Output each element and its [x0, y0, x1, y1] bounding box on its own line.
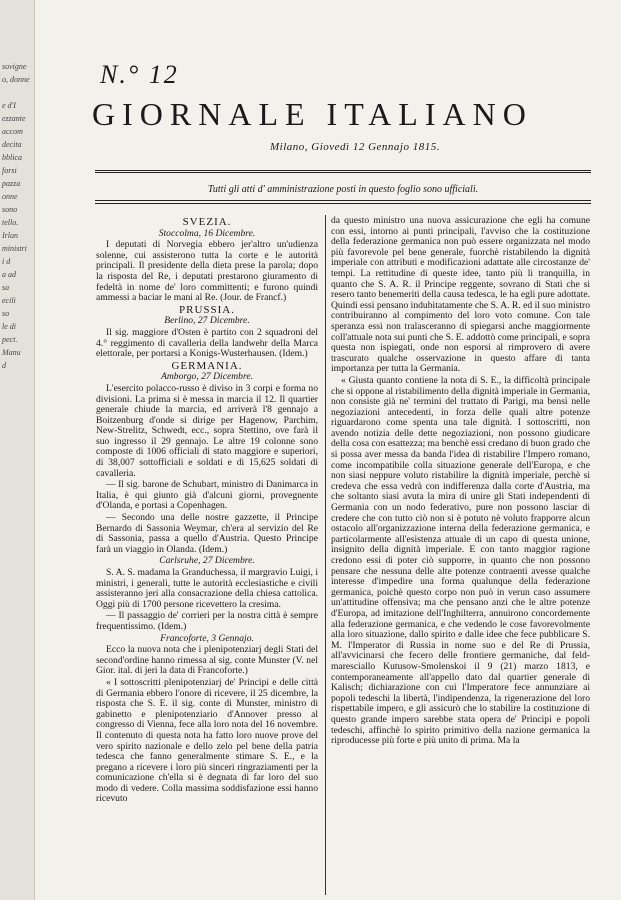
prev-page-fragment: Manu — [2, 348, 21, 357]
notice-rule-top — [95, 200, 591, 201]
prev-page-fragment: Irlan — [2, 231, 18, 240]
prev-page-fragment: sovigne — [2, 62, 27, 71]
prev-page-fragment: forsi — [2, 166, 17, 175]
section-heading: GERMANIA. — [171, 359, 243, 372]
previous-page-edge — [0, 0, 35, 900]
article-paragraph: « I sottoscritti plenipotenziarj de' Principi e delle città di Germania ebbero l'onore di ricevere, il 25 dicembre, la risposta che S. E. il sig. conte di Munster, ministro di gabinetto e plenipotenziario d'Annover presso al congresso di Vienna, fece alla loro nota del 16 novembre. Il contenuto di questa nota ha fatto loro nuove prove del vero spirito nazionale e dello zelo pel bene della patria tedesca che fanno generalmente stimare S. E., e la pregano a ricevere i loro più sinceri ringraziamenti per la comunicazione ch'ella si è degnata di far loro del suo modo di vedere. Colla massima soddisfazione essi hanno ricevuto — [96, 676, 318, 805]
dateline: Milano, Giovedì 12 Gennajo 1815. — [270, 141, 440, 153]
dateline-place: Stoccolma, 16 Dicembre. — [158, 227, 256, 239]
dateline-place: Carlsruhe, 27 Dicembre. — [159, 555, 255, 567]
issue-number: N.° 12 — [100, 60, 179, 89]
right-column — [331, 216, 590, 748]
dateline-place: Francoforte, 3 Gennajo. — [160, 632, 254, 644]
prev-page-fragment: decita — [2, 140, 22, 149]
prev-page-fragment: ministri — [2, 244, 27, 253]
article-paragraph: — Secondo una delle nostre gazzette, il Principe Bernardo di Sassonia Weymar, ch'era al servizio del Re di Sassonia, passa a quello d'Austria. Questo Principe farà un viaggio in Olanda. (Idem.) — [96, 512, 318, 555]
prev-page-fragment: ezzante — [2, 114, 26, 123]
prev-page-fragment: onne — [2, 192, 18, 201]
prev-page-fragment: so — [2, 309, 10, 318]
article-paragraph: da questo ministro una nuova assicurazione che egli ha comune con essi, intorno ai punti principali, l'avviso che la costituzione della federazione germanica non può essere organizzata nel modo più favorevole pel bene generale, fuorchè ristabilendo la dignità imperiale con attributi e modificazioni adattate alle circostanze de' tempi. La rettitudine di queste idee, tanto più li tranquilla, in quanto che S. A. R. il Principe reggente, sovrano di Stati che si resero tanto benemeriti della causa tedesca, le ha egli pure adottate. Quindi essi pensano indubitatamente che S. A. R. ed il suo ministro contribuiranno al compimento del loro voto comune. Con tale speranza essi non tralasceranno di spiegarsi anche maggiormente coll'attuale nota sui punti che S. E. addottò come principali, e sopra questa non ispiegati, onde non esporsi al rimprovero di avere trascurato qualche osservazione in questo affare di tanta importanza per tutta la Germania. — [331, 215, 591, 375]
article-paragraph: S. A. S. madama la Granduchessa, il margravio Luigi, i ministri, i generali, tutte le autorità ecclesiastiche e civili assisteranno jeri alla consacrazione della chiesa cattolica. Oggi più di 1700 persone ricevettero la cresima. — [96, 567, 318, 610]
article-paragraph: — Il sig. barone de Schubart, ministro di Danimarca in Italia, è qui giunto già d'alcuni giorni, provegnente d'Olanda, e portasi a Copenhagen. — [96, 479, 318, 512]
left-column — [96, 216, 318, 806]
prev-page-fragment: ecili — [2, 296, 16, 305]
masthead-rule — [95, 170, 591, 173]
column-divider — [325, 215, 326, 895]
prev-page-fragment: o, donne — [2, 75, 30, 84]
article-paragraph: « Giusta quanto contiene la nota di S. E., la difficoltà principale che si oppone al ristabilimento della dignità imperiale in Germania, non consiste già ne' termini del trattato di Parigi, ma bensì nelle negoziazioni antecedenti, in forza delle quali altre potenze riguardarono come spenta una tale dignità. I sottoscritti, non avendo notizia delle dette negoziazioni, non possono giudicare della cosa con esattezza; ma benchè essi credano di buon grado che si possa aver messa da banda l'idea di ristabilire l'Impero romano, come incompatibile colla situazione generale dell'Europa, e che non siasi neppure voluto ristabilire la dignità imperiale, perchè si credeva che essa vedrà con indifferenza dalla corte d'Austria, ma che soltanto siasi avuta la mira di unire gli Stati independenti di Germania con un nodo federativo, pure non possono lasciar di credere che con tutto ciò non si è potuto nè voluto frapporre alcun ostacolo all'organizzazione interna della federazione germanica, e particolarmente all'esistenza attuale di un capo di questa unione, insignito della dignità imperiale. E con tanto maggior ragione credono essi di poter ciò supporre, in quanto che non possono pensare che nessuna delle alte potenze contraenti avesse qualche interesse d'impedire una forma qualunque della federazione germanica, poichè questo corpo non può in verun caso assumere un'attitudine offensiva; ma che pensano anzi che le altre potenze d'Europa, ad imitazione dell'Inghilterra, annuirono concordemente alla federazione germanica, e che vedendo le cose favorevolmente alla loro situazione, dallo spirito e dalle idee che fece pubblicare S. M. l'Imperator di Russia in nome suo e del Re di Prussia, all'avvicinarsi che fecero delle frontiere germaniche, dal feld-maresciallo Kutusow-Smolenskoi il 9 (21) marzo 1813, e contemporaneamente all'appello dato dal quartier generale di Kalisch; dichiarazione con cui l'Imperatore fece annunziare ai popoli tedeschi la libertà, l'indipendenza, la rigenerazione del loro rispettabile impero, e gli assicurò che lo stabilire la costituzione di questo grande impero sarebbe stata opera de' Principi e popoli tedeschi, affinchè lo spirito primitivo della nazione germanica la riproducesse più forte e più unito di prima. Ma la — [331, 374, 590, 747]
article-paragraph: I deputati di Norvegia ebbero jer'altro un'udienza solenne, cui assisterono tutta la corte e le autorità principali. Il presidente della dieta prese la parola; dopo la risposta del Re, i deputati prestarono giuramento di fedeltà in nome de' loro committenti; e furono quindi ammessi a baciar le mani al Re. (Jour. de Francf.) — [96, 239, 318, 304]
prev-page-fragment: pect. — [2, 335, 18, 344]
section-heading: PRUSSIA. — [179, 303, 235, 316]
prev-page-fragment: i d — [2, 257, 11, 266]
prev-page-fragment: sa — [2, 283, 10, 292]
official-notice: Tutti gli atti d' amministrazione posti in questo foglio sono ufficiali. — [207, 184, 479, 195]
prev-page-fragment: a ad — [2, 270, 16, 279]
prev-page-fragment: d — [2, 361, 6, 370]
prev-page-fragment: tello. — [2, 218, 19, 227]
notice-rule-bottom — [95, 203, 591, 204]
article-paragraph: Il sig. maggiore d'Osten è partito con 2 squadroni del 4.° reggimento di cavalleria della landwehr della Marca elettorale, per portarsi a Konigs-Wusterhausen. (Idem.) — [96, 326, 318, 360]
prev-page-fragment: e d'I — [2, 101, 16, 110]
prev-page-fragment: pazza — [2, 179, 21, 188]
prev-page-fragment: accom — [2, 127, 23, 136]
article-paragraph: Ecco la nuova nota che i plenipotenziarj degli Stati del second'ordine hanno rimessa al sig. conte Munster (V. nel Gior. ital. di jeri la data di Francoforte.) — [96, 644, 318, 677]
dateline-place: Berlino, 27 Dicembre. — [164, 315, 250, 327]
article-paragraph: — Il passaggio de' corrieri per la nostra città è sempre frequentissimo. (Idem.) — [96, 610, 318, 632]
prev-page-fragment: sono — [2, 205, 18, 214]
dateline-place: Amborgo, 27 Dicembre. — [160, 371, 253, 383]
newspaper-title: GIORNALE ITALIANO — [92, 96, 533, 132]
prev-page-fragment: bblica — [2, 153, 22, 162]
prev-page-fragment: le di — [2, 322, 16, 331]
section-heading: SVEZIA. — [182, 216, 232, 228]
article-paragraph: L'esercito polacco-russo è diviso in 3 corpi e forma no divisioni. La prima si è messa in marcia il 12. Il quartier generale chiude la marcia, ed arriverà l'8 gennajo a Boitzenburg d'onde si dirige per Hagenow, Parchim, New-Strelitz, Schwedt, ecc., sopra Stettino, ove farà il suo ingresso il 29 gennajo. Le altre 19 colonne sono composte di 1006 officiali di stato maggiore e superiori, di 38,007 sottofficiali e soldati e di 15,625 soldati di cavalleria. — [96, 382, 318, 479]
